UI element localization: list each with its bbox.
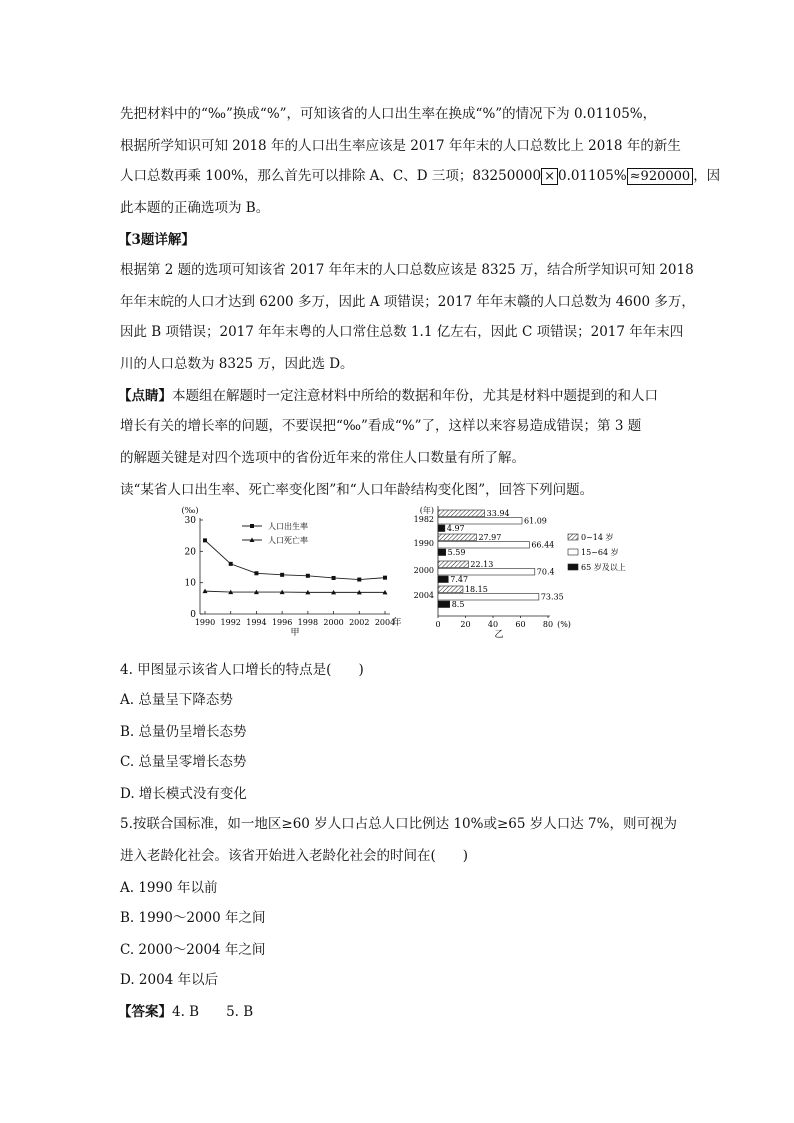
line-chart-x-tick-label: 1990 (194, 618, 216, 627)
bar-data-label: 8.5 (451, 600, 465, 609)
bar-chart-category-label: 2000 (413, 566, 434, 575)
para2-line4: 川的人口总数为 8325 万，因此选 D。 (120, 356, 354, 372)
line-chart-x-tick-label: 2004 (374, 618, 396, 627)
bar-data-label: 61.09 (523, 516, 547, 526)
bar-legend-label: 0~14 岁 (581, 533, 614, 542)
bar-legend-swatch (568, 534, 578, 540)
q5-option-a: A. 1990 年以前 (120, 880, 218, 896)
birth-rate-point (229, 562, 233, 566)
birth-rate-point (332, 576, 336, 580)
line-chart-y-unit: (‰) (181, 506, 199, 515)
q5-option-b: B. 1990～2000 年之间 (120, 910, 266, 926)
para1-line3-b: 0.01105% (558, 168, 627, 184)
birth-rate-point (306, 574, 310, 578)
bar-chart-title: 乙 (494, 630, 504, 640)
approx-box: ≈920000 (627, 168, 694, 185)
birth-rate-point (254, 571, 258, 575)
para1-line3-c: ，因 (693, 168, 721, 184)
birth-rate-point (383, 576, 387, 580)
tip-line2: 增长有关的增长率的问题，不要误把“‰”看成“%”了，这样以来容易造成错误；第 3 题 (120, 418, 642, 434)
para1-line1: 先把材料中的“‰”换成“%”，可知该省的人口出生率在换成“%”的情况下为 0.01105%， (120, 106, 657, 122)
bar-chart-x-tick-label: 20 (460, 620, 471, 629)
bar-data-label: 5.59 (447, 548, 466, 557)
q5-option-d: D. 2004 年以后 (120, 972, 219, 988)
charts-svg (170, 504, 630, 640)
answer-line (118, 1000, 253, 1020)
para1-line2: 根据所学知识可知 2018 年的人口出生率应该是 2017 年年末的人口总数比上 2018 年的新生 (120, 138, 681, 154)
line-chart-title: 甲 (290, 628, 300, 638)
bar-data-label: 27.97 (478, 533, 502, 542)
para2-line2: 年年末皖的人口才达到 6200 多万，因此 A 项错误；2017 年年末赣的人口总数为 4600 多万， (120, 294, 695, 310)
line-chart-y-tick-label: 10 (184, 578, 196, 589)
line-chart-x-tick-label: 1992 (220, 618, 241, 627)
bar-legend-swatch (568, 549, 578, 555)
line-chart-x-tick-label: 2002 (349, 618, 370, 627)
bar-data-label: 33.94 (486, 509, 510, 518)
para1-line3-a: 人口总数再乘 100%，那么首先可以排除 A、C、D 三项；83250000 (120, 168, 542, 184)
bar-data-label: 7.47 (450, 575, 469, 584)
bar-chart-x-tick-label: 60 (515, 620, 526, 629)
line-legend-label: 人口出生率 (268, 522, 308, 531)
line-chart-x-tick-label: 1994 (246, 618, 267, 627)
bar-2000-series-1 (438, 561, 468, 568)
tip-line3: 的解题关键是对四个选项中的省份近年来的常住人口数量有所了解。 (120, 450, 525, 466)
line-chart-x-tick-label: 1996 (271, 618, 293, 627)
bar-1990-series-3 (438, 549, 446, 556)
q3-heading: 【3题详解】 (118, 232, 195, 248)
q4-option-d: D. 增长模式没有变化 (120, 786, 247, 802)
q4-option-b: B. 总量仍呈增长态势 (120, 724, 247, 740)
tip-line1 (118, 384, 658, 404)
bar-2004-series-1 (438, 586, 463, 593)
line-legend-marker (250, 524, 254, 528)
bar-chart-x-tick-label: 80 (542, 620, 554, 629)
bar-2000-series-3 (438, 576, 448, 583)
birth-rate-point (280, 573, 284, 577)
answer-text: 4. B 5. B (172, 1004, 254, 1020)
charts-figure (170, 504, 630, 640)
bar-data-label: 66.44 (531, 540, 555, 550)
tip-text1: 本题组在解题时一定注意材料中所给的数据和年份，尤其是材料中题提到的和人口 (172, 388, 658, 404)
bar-chart-x-tick-label: 40 (487, 620, 499, 629)
times-box: × (541, 168, 558, 185)
answer-label: 【答案】 (118, 1004, 172, 1020)
intro-line: 读“某省人口出生率、死亡率变化图”和“人口年龄结构变化图”，回答下列问题。 (120, 482, 594, 498)
bar-data-label: 4.97 (446, 524, 465, 533)
bar-chart-x-unit: (%) (557, 620, 571, 629)
bar-chart-category-label: 2004 (413, 591, 434, 600)
bar-1982-series-3 (438, 525, 445, 532)
bar-chart-x-tick-label: 0 (435, 620, 441, 629)
para2-line3: 因此 B 项错误；2017 年年末粤的人口常住总数 1.1 亿左右，因此 C 项错误；2017 年年末四 (120, 324, 684, 340)
tip-label: 【点睛】 (118, 388, 172, 404)
bar-legend-swatch (568, 564, 578, 570)
line-chart-x-tick-label: 1998 (297, 618, 319, 627)
bar-1982-series-1 (438, 510, 485, 517)
q4-option-c: C. 总量呈零增长态势 (120, 754, 247, 770)
q4-option-a: A. 总量呈下降态势 (120, 692, 233, 708)
line-chart-x-tick-label: 2000 (323, 618, 344, 627)
bar-legend-label: 65 岁及以上 (581, 563, 626, 572)
bar-data-label: 70.4 (536, 567, 555, 577)
bar-data-label: 18.15 (464, 585, 488, 594)
line-chart-y-tick-label: 20 (184, 547, 196, 558)
bar-1990-series-1 (438, 534, 476, 541)
para1-line4: 此本题的正确选项为 B。 (120, 200, 270, 216)
line-legend-label: 人口死亡率 (268, 536, 308, 545)
bar-legend-label: 15~64 岁 (581, 548, 619, 557)
q5-option-c: C. 2000～2004 年之间 (120, 942, 266, 958)
bar-data-label: 22.13 (470, 560, 494, 569)
bar-data-label: 73.35 (540, 592, 564, 602)
para1-line3 (120, 164, 720, 184)
bar-2004-series-3 (438, 601, 450, 608)
q4-stem: 4. 甲图显示该省人口增长的特点是( ) (120, 662, 364, 678)
q5-stem-line2: 进入老龄化社会。该省开始进入老龄化社会的时间在( ) (120, 848, 469, 864)
line-chart-x-unit: 年 (392, 618, 402, 628)
bar-chart-y-unit: (年) (419, 506, 434, 515)
line-chart-y-tick-label: 30 (184, 516, 196, 526)
bar-chart-category-label: 1982 (413, 515, 434, 524)
line-chart-y-tick-label: 0 (190, 610, 196, 620)
birth-rate-point (357, 578, 361, 582)
line-series-1 (205, 540, 385, 579)
bar-chart-category-label: 1990 (413, 539, 434, 548)
birth-rate-point (203, 538, 207, 542)
para2-line1: 根据第 2 题的选项可知该省 2017 年年末的人口总数应该是 8325 万，结合所学知识可知 2018 (120, 262, 694, 278)
q5-stem-line1: 5.按联合国标准，如一地区≥60 岁人口占总人口比例达 10%或≥65 岁人口达 7%，则可视为 (120, 816, 677, 832)
